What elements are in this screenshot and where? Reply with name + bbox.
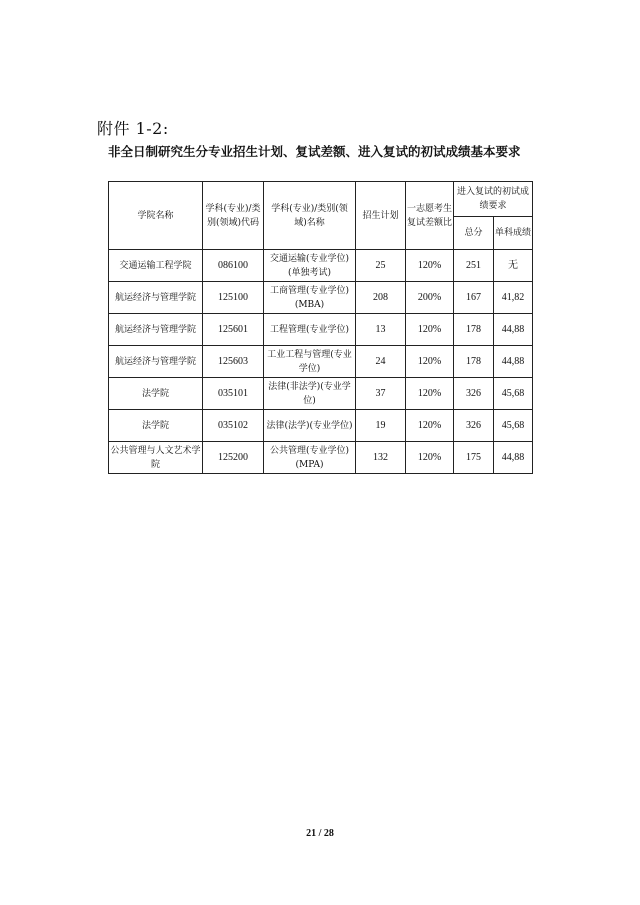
table-row — [109, 410, 533, 442]
cell-college: 航运经济与管理学院 — [109, 346, 203, 378]
cell-ratio: 120% — [406, 250, 454, 282]
cell-plan: 19 — [356, 410, 406, 442]
cell-single: 44,88 — [494, 442, 533, 474]
cell-ratio: 120% — [406, 378, 454, 410]
cell-ratio: 120% — [406, 442, 454, 474]
document-title: 非全日制研究生分专业招生计划、复试差额、进入复试的初试成绩基本要求 — [108, 144, 521, 159]
cell-ratio: 120% — [406, 314, 454, 346]
cell-plan: 25 — [356, 250, 406, 282]
admission-table — [108, 181, 533, 474]
cell-college: 航运经济与管理学院 — [109, 282, 203, 314]
cell-single: 44,88 — [494, 346, 533, 378]
cell-total: 175 — [454, 442, 494, 474]
cell-ratio: 120% — [406, 410, 454, 442]
header-college: 学院名称 — [109, 182, 203, 250]
header-single: 单科成绩 — [494, 217, 533, 250]
table-row — [109, 282, 533, 314]
page-number: 21 / 28 — [306, 828, 334, 839]
cell-single: 无 — [494, 250, 533, 282]
cell-total: 178 — [454, 346, 494, 378]
header-plan: 招生计划 — [356, 182, 406, 250]
table-row — [109, 250, 533, 282]
header-name: 学科(专业)/类别(领域)名称 — [264, 182, 356, 250]
cell-college: 航运经济与管理学院 — [109, 314, 203, 346]
cell-total: 251 — [454, 250, 494, 282]
cell-college: 交通运输工程学院 — [109, 250, 203, 282]
cell-total: 326 — [454, 378, 494, 410]
cell-plan: 13 — [356, 314, 406, 346]
table-row — [109, 442, 533, 474]
cell-code: 035102 — [203, 410, 264, 442]
cell-single: 44,88 — [494, 314, 533, 346]
cell-single: 45,68 — [494, 378, 533, 410]
cell-total: 326 — [454, 410, 494, 442]
cell-name: 公共管理(专业学位)(MPA) — [264, 442, 356, 474]
cell-college: 法学院 — [109, 378, 203, 410]
cell-total: 178 — [454, 314, 494, 346]
cell-name: 交通运输(专业学位)(单独考试) — [264, 250, 356, 282]
table-row — [109, 378, 533, 410]
cell-code: 086100 — [203, 250, 264, 282]
table-row — [109, 346, 533, 378]
cell-name: 工业工程与管理(专业学位) — [264, 346, 356, 378]
cell-name: 工程管理(专业学位) — [264, 314, 356, 346]
cell-plan: 37 — [356, 378, 406, 410]
cell-college: 公共管理与人文艺术学院 — [109, 442, 203, 474]
cell-code: 125200 — [203, 442, 264, 474]
cell-plan: 208 — [356, 282, 406, 314]
cell-ratio: 120% — [406, 346, 454, 378]
cell-name: 法律(非法学)(专业学位) — [264, 378, 356, 410]
cell-name: 工商管理(专业学位)(MBA) — [264, 282, 356, 314]
cell-plan: 24 — [356, 346, 406, 378]
cell-ratio: 200% — [406, 282, 454, 314]
table-row — [109, 314, 533, 346]
cell-code: 125100 — [203, 282, 264, 314]
header-ratio: 一志愿考生复试差额比 — [406, 182, 454, 250]
header-total: 总分 — [454, 217, 494, 250]
attachment-label: 附件 1-2: — [97, 119, 169, 138]
table-header-row — [109, 182, 533, 217]
header-requirement-group: 进入复试的初试成绩要求 — [454, 182, 533, 217]
cell-plan: 132 — [356, 442, 406, 474]
cell-code: 125601 — [203, 314, 264, 346]
cell-code: 125603 — [203, 346, 264, 378]
header-code: 学科(专业)/类别(领域)代码 — [203, 182, 264, 250]
cell-college: 法学院 — [109, 410, 203, 442]
cell-single: 45,68 — [494, 410, 533, 442]
cell-code: 035101 — [203, 378, 264, 410]
cell-single: 41,82 — [494, 282, 533, 314]
cell-name: 法律(法学)(专业学位) — [264, 410, 356, 442]
cell-total: 167 — [454, 282, 494, 314]
